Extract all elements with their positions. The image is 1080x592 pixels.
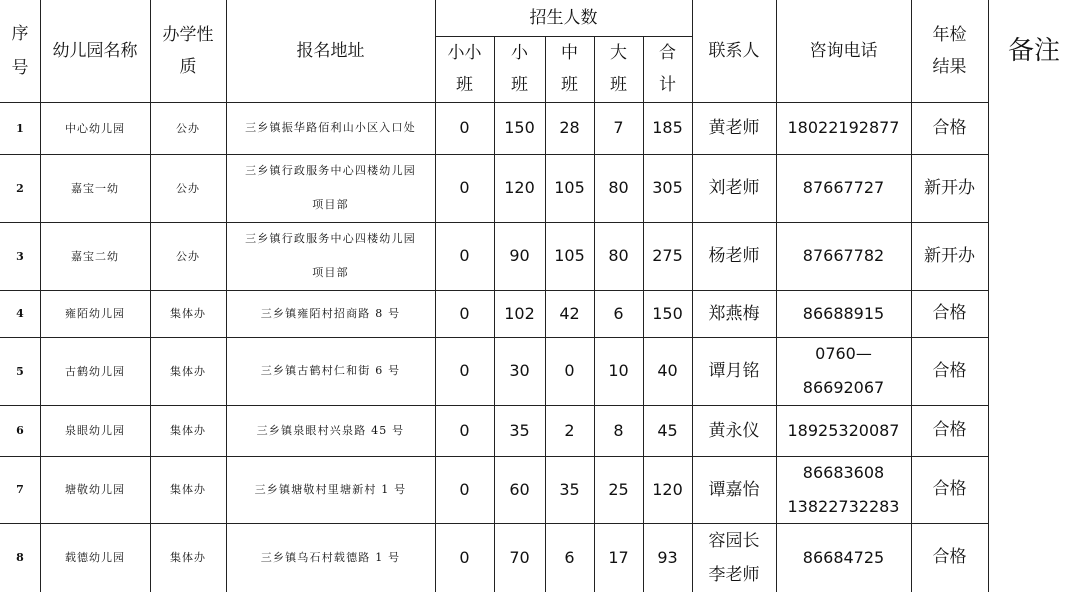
grid-line-h (0, 102, 988, 103)
header-xxb-line: 小小 (447, 43, 482, 63)
row-inspection: 新开办 (924, 177, 975, 198)
row-phone (776, 405, 911, 456)
grid-line-h (0, 456, 988, 457)
row-zb: 28 (559, 118, 580, 137)
grid-line-h (0, 337, 988, 338)
row-phone (776, 290, 911, 337)
header-zb-line: 班 (561, 75, 578, 95)
header-seq-line: 号 (11, 58, 29, 78)
row-db: 25 (608, 479, 629, 499)
grid-line-v (911, 0, 912, 592)
row-contact (692, 337, 776, 405)
header-db-line: 大 (610, 43, 627, 63)
grid-line-h (0, 154, 988, 155)
header-total-line: 计 (659, 75, 676, 95)
row-xxb: 0 (459, 118, 470, 137)
row-address (226, 337, 435, 405)
header-zb-line: 中 (561, 43, 578, 63)
header-total (643, 36, 692, 102)
row-xxb: 0 (459, 479, 470, 499)
row-nature: 集体办 (170, 424, 206, 437)
grid-line-h (435, 36, 692, 37)
row-total: 275 (652, 246, 683, 265)
row-xxb: 0 (459, 178, 470, 197)
row-nature: 集体办 (170, 364, 206, 378)
row-inspection: 合格 (932, 479, 967, 499)
row-address (226, 154, 435, 222)
row-phone-line: 86683608 (802, 462, 885, 482)
header-remark: 备注 (1007, 36, 1060, 66)
row-contact-line: 李老师 (708, 564, 760, 585)
row-phone (776, 337, 911, 405)
row-name: 嘉宝一幼 (71, 181, 119, 195)
header-nature (150, 0, 226, 102)
row-address-line: 三乡镇雍陌村招商路 8 号 (260, 306, 401, 320)
row-contact (692, 405, 776, 456)
row-address-line: 三乡镇行政服务中心四楼幼儿园 (245, 232, 416, 245)
row-address-line: 三乡镇振华路佰利山小区入口处 (245, 121, 416, 134)
grid-line-v (494, 36, 495, 592)
row-total: 150 (652, 303, 683, 323)
row-contact-line: 黄永仪 (708, 420, 760, 441)
row-seq: 2 (16, 181, 24, 195)
header-contact: 联系人 (708, 40, 760, 61)
row-contact-line: 容园长 (708, 530, 760, 551)
grid-line-v (226, 0, 227, 592)
row-seq: 4 (16, 307, 24, 320)
row-xb: 102 (504, 303, 535, 323)
row-seq: 5 (16, 364, 24, 378)
row-address-line: 三乡镇古鹤村仁和街 6 号 (260, 364, 401, 377)
row-xb: 35 (509, 420, 530, 440)
row-xxb: 0 (459, 303, 470, 323)
row-seq: 6 (16, 424, 24, 437)
row-total: 120 (652, 479, 683, 499)
row-address (226, 102, 435, 154)
row-inspection: 合格 (932, 117, 967, 138)
row-xb: 70 (509, 547, 530, 567)
row-seq: 8 (16, 551, 24, 564)
grid-line-v (643, 36, 644, 592)
header-nature-line: 办学性 (162, 25, 214, 45)
row-contact (692, 456, 776, 523)
row-phone (776, 102, 911, 154)
header-nature-line: 质 (179, 57, 197, 77)
grid-line-v (594, 36, 595, 592)
row-db: 6 (613, 303, 624, 323)
row-nature: 集体办 (170, 307, 206, 320)
row-nature: 公办 (176, 181, 200, 195)
row-address-line: 三乡镇乌石村载德路 1 号 (260, 550, 401, 564)
row-contact (692, 222, 776, 290)
row-seq: 1 (16, 121, 24, 135)
row-total: 40 (657, 361, 678, 380)
header-db (594, 36, 643, 102)
header-enroll-group: 招生人数 (529, 7, 598, 28)
row-inspection: 合格 (932, 303, 967, 323)
row-contact (692, 154, 776, 222)
row-total: 45 (657, 420, 678, 440)
row-address (226, 523, 435, 592)
row-xxb: 0 (459, 547, 470, 567)
grid-line-h (911, 222, 988, 223)
row-address (226, 456, 435, 523)
grid-line-v (692, 0, 693, 592)
header-xxb (435, 36, 494, 102)
row-nature: 公办 (176, 249, 200, 263)
header-inspection-line: 年检 (932, 25, 967, 45)
row-phone (776, 222, 911, 290)
row-phone-line: 86684725 (802, 547, 885, 567)
row-zb: 42 (559, 303, 580, 323)
row-inspection: 合格 (932, 420, 967, 440)
row-name: 古鹤幼儿园 (65, 364, 125, 378)
row-total: 305 (652, 178, 683, 197)
row-seq: 7 (16, 483, 24, 496)
row-zb: 35 (559, 479, 580, 499)
grid-line-h (0, 222, 911, 223)
grid-line-v (988, 0, 989, 592)
row-xxb: 0 (459, 361, 470, 380)
row-db: 10 (608, 361, 629, 380)
row-name: 雍陌幼儿园 (65, 307, 125, 320)
row-xb: 60 (509, 479, 530, 499)
grid-line-v (40, 0, 41, 592)
header-db-line: 班 (610, 75, 627, 95)
row-phone (776, 154, 911, 222)
row-contact (692, 102, 776, 154)
header-seq-line: 序 (11, 24, 29, 44)
row-contact (692, 523, 776, 592)
row-address-line: 项目部 (312, 198, 349, 211)
header-xb-line: 班 (511, 75, 528, 95)
row-zb: 105 (554, 178, 585, 197)
row-xb: 90 (509, 246, 530, 265)
row-contact-line: 刘老师 (708, 178, 760, 198)
grid-line-v (150, 0, 151, 592)
header-zb (545, 36, 594, 102)
row-name: 泉眼幼儿园 (65, 424, 125, 437)
row-name: 塘敬幼儿园 (65, 483, 125, 496)
header-xb-line: 小 (511, 43, 528, 63)
grid-line-v (776, 0, 777, 592)
row-name: 载德幼儿园 (65, 551, 125, 564)
row-address (226, 405, 435, 456)
header-seq (0, 0, 40, 102)
grid-line-v (435, 0, 436, 592)
header-name: 幼儿园名称 (52, 40, 138, 61)
row-total: 93 (657, 547, 678, 567)
row-address-line: 三乡镇塘敬村里塘新村 1 号 (254, 482, 407, 496)
row-phone-line: 86688915 (802, 303, 885, 323)
row-xxb: 0 (459, 246, 470, 265)
row-nature: 集体办 (170, 483, 206, 496)
row-db: 80 (608, 178, 629, 197)
row-xxb: 0 (459, 420, 470, 440)
header-xxb-line: 班 (456, 75, 473, 95)
header-phone: 咨询电话 (809, 40, 878, 61)
row-address (226, 290, 435, 337)
row-phone-line: 0760— (815, 344, 872, 363)
grid-line-v (545, 36, 546, 592)
row-phone-line: 13822732283 (787, 496, 900, 516)
row-phone-line: 86692067 (802, 378, 885, 397)
row-address-line: 三乡镇行政服务中心四楼幼儿园 (245, 164, 416, 177)
grid-line-h (0, 290, 988, 291)
row-xb: 120 (504, 178, 535, 197)
row-phone-line: 18022192877 (787, 118, 900, 137)
row-nature: 集体办 (170, 551, 206, 564)
row-db: 17 (608, 547, 629, 567)
row-contact-line: 郑燕梅 (708, 303, 760, 324)
row-contact-line: 黄老师 (708, 118, 760, 138)
row-inspection: 合格 (932, 360, 967, 381)
header-xb (494, 36, 545, 102)
row-address-line: 三乡镇泉眼村兴泉路 45 号 (256, 423, 405, 437)
row-phone (776, 456, 911, 523)
row-phone-line: 18925320087 (787, 420, 900, 440)
row-db: 7 (613, 118, 624, 137)
header-total-line: 合 (659, 43, 676, 63)
row-zb: 6 (564, 547, 575, 567)
row-xb: 150 (504, 118, 535, 137)
row-seq: 3 (16, 249, 24, 263)
grid-line-h (0, 405, 988, 406)
row-db: 80 (608, 246, 629, 265)
header-inspection-line: 结果 (932, 57, 967, 77)
row-contact-line: 谭月铭 (708, 361, 760, 381)
row-address-line: 项目部 (312, 266, 349, 279)
header-address: 报名地址 (296, 40, 365, 61)
row-zb: 105 (554, 246, 585, 265)
row-phone (776, 523, 911, 592)
row-address (226, 222, 435, 290)
grid-line-h (0, 523, 988, 524)
row-phone-line: 87667727 (802, 178, 885, 197)
row-name: 中心幼儿园 (65, 121, 125, 135)
row-contact-line: 谭嘉怡 (708, 479, 760, 500)
row-nature: 公办 (176, 121, 200, 135)
row-phone-line: 87667782 (802, 246, 885, 265)
row-total: 185 (652, 118, 683, 137)
header-inspection (911, 0, 988, 102)
row-zb: 0 (564, 361, 575, 380)
row-zb: 2 (564, 420, 575, 440)
row-db: 8 (613, 420, 624, 440)
row-contact (692, 290, 776, 337)
row-name: 嘉宝二幼 (71, 249, 119, 263)
row-inspection: 合格 (932, 547, 967, 567)
row-inspection: 新开办 (924, 245, 975, 266)
row-contact-line: 杨老师 (708, 246, 760, 266)
row-xb: 30 (509, 361, 530, 380)
